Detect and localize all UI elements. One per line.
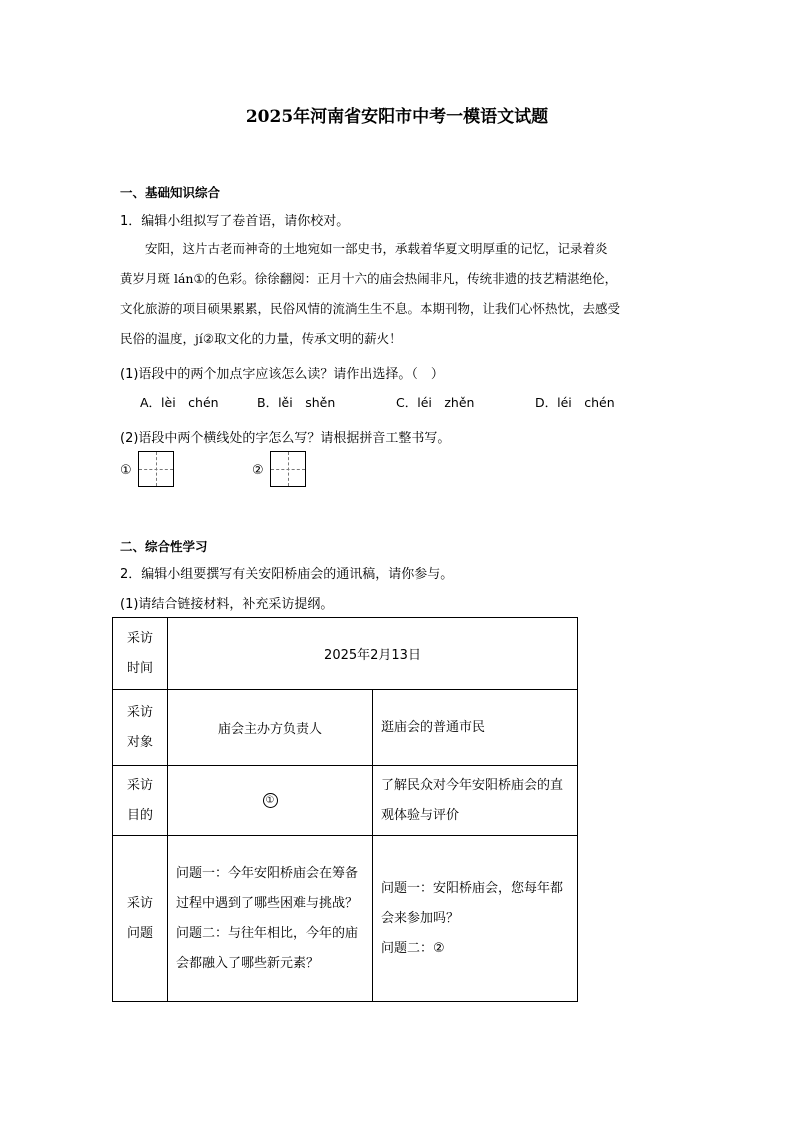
purpose-organizer	[168, 766, 373, 836]
page-title: 2025年河南省安阳市中考一模语文试题	[245, 107, 549, 127]
option-d[interactable]: D．léi chén	[535, 395, 615, 410]
writing-grid-1[interactable]	[138, 451, 174, 487]
object-label: 采访对象	[113, 690, 168, 766]
writing-grid-2[interactable]	[270, 451, 306, 487]
questions-citizen	[373, 836, 578, 1002]
purpose-label: 采访目的	[113, 766, 168, 836]
blank1-label: ①	[120, 463, 132, 478]
option-a[interactable]: A．lèi chén	[140, 395, 219, 410]
passage-line: 文化旅游的项目硕果累累，民俗风情的流淌生生不息。本期刊物，让我们心怀热忱，去感受	[120, 301, 621, 316]
table-row	[113, 766, 578, 836]
citizen-question-2[interactable]: 问题二：②	[381, 940, 445, 956]
passage	[120, 234, 680, 354]
blank-marker-1[interactable]: ①	[263, 793, 278, 808]
question2-stem: 2．编辑小组要撰写有关安阳桥庙会的通讯稿，请你参与。	[120, 567, 454, 582]
citizen-question-1: 问题一：安阳桥庙会，您每年都会来参加吗？	[381, 880, 564, 926]
question-label: 采访问题	[113, 836, 168, 1002]
object-citizen: 逛庙会的普通市民	[373, 690, 578, 766]
object-organizer: 庙会主办方负责人	[168, 690, 373, 766]
section1-heading: 一、基础知识综合	[120, 185, 221, 200]
sub-question-2-1: (1)请结合链接材料，补充采访提纲。	[120, 597, 334, 612]
time-label: 采访时间	[113, 618, 168, 690]
interview-table	[112, 617, 578, 1002]
questions-organizer: 问题一：今年安阳桥庙会在筹备过程中遇到了哪些困难与挑战？问题二：与往年相比，今年的庙会都融入了哪些新元素？	[168, 836, 373, 1002]
section2-heading: 二、综合性学习	[120, 539, 208, 554]
time-value: 2025年2月13日	[168, 618, 578, 690]
table-row	[113, 690, 578, 766]
purpose-citizen: 了解民众对今年安阳桥庙会的直观体验与评价	[373, 766, 578, 836]
table-row	[113, 618, 578, 690]
question1-stem: 1．编辑小组拟写了卷首语，请你校对。	[120, 214, 350, 229]
passage-line: 民俗的温度，jí②取文化的力量，传承文明的薪火！	[120, 331, 402, 346]
table-row	[113, 836, 578, 1002]
option-c[interactable]: C．léi zhěn	[396, 395, 475, 410]
passage-line: 黄岁月斑 lán①的色彩。徐徐翻阅：正月十六的庙会热闹非凡，传统非遗的技艺精湛绝伦，	[120, 271, 618, 286]
blank2-label: ②	[252, 463, 264, 478]
sub-question-2: (2)语段中两个横线处的字怎么写？请根据拼音工整书写。	[120, 431, 451, 446]
sub-question-1: (1)语段中的两个加点字应该怎么读？请作出选择。（ ）	[120, 367, 444, 382]
passage-line: 安阳，这片古老而神奇的土地宛如一部史书，承载着华夏文明厚重的记忆，记录着炎	[120, 241, 608, 256]
option-b[interactable]: B．lěi shěn	[257, 395, 336, 410]
